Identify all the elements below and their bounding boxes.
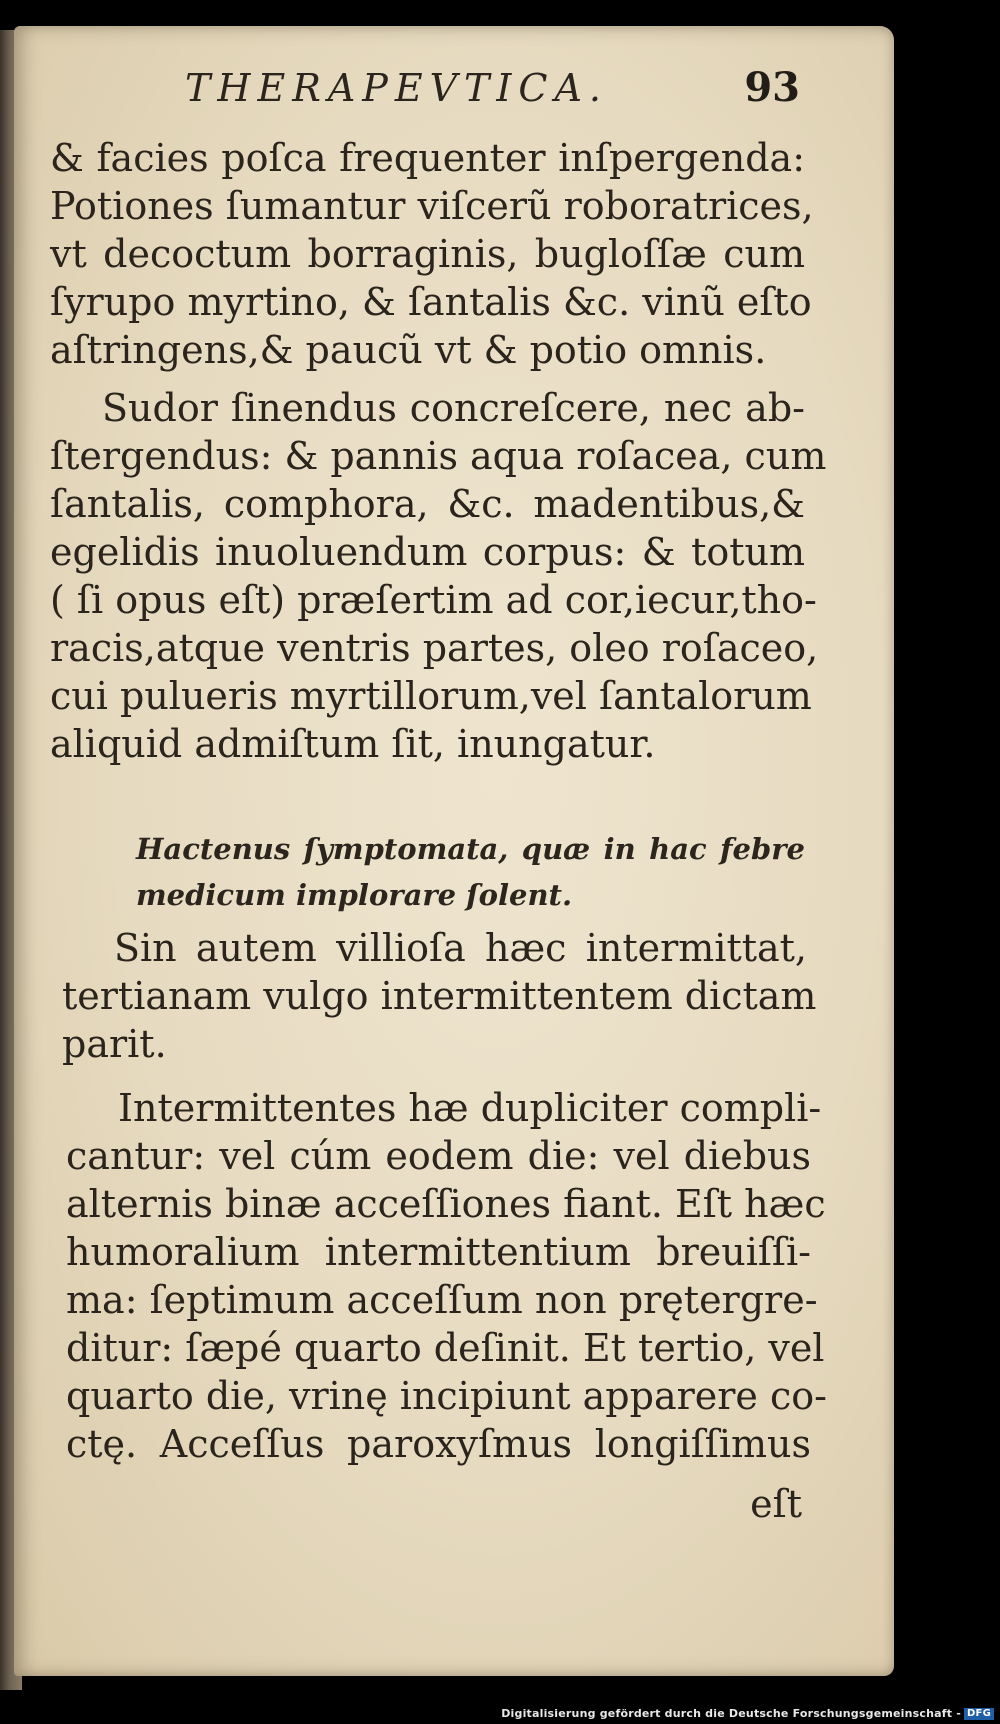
- text-line: tertianam vulgo intermittentem dictam: [62, 974, 817, 1018]
- text-line: ſtergendus: & pannis aqua roſacea, cum: [50, 434, 827, 478]
- credit-text: Digitalisierung gefördert durch die Deutsche Forschungsgemeinschaft -: [501, 1707, 962, 1720]
- text-line: Intermittentes hæ dupliciter compli-: [118, 1086, 822, 1130]
- book-page: [14, 26, 894, 1676]
- text-line: ſantalis, comphora, &c. madentibus,&: [50, 482, 805, 526]
- paragraph-3: [62, 924, 817, 1068]
- running-head: [50, 66, 810, 136]
- text-line: Sin autem villioſa hæc intermittat,: [114, 926, 807, 970]
- note-line: medicum implorare ſolent.: [136, 878, 573, 912]
- note-line: Hactenus ſymptomata, quæ in hac febre: [136, 832, 805, 866]
- paragraph-2: [50, 384, 827, 768]
- text-line: cui pulueris myrtillorum,vel ſantalorum: [50, 674, 812, 718]
- digitization-credit: [501, 1707, 994, 1720]
- text-line: Potiones ſumantur viſcerũ roboratrices,: [50, 184, 814, 228]
- italic-note: [50, 826, 805, 918]
- text-line: ctę. Acceſſus paroxyſmus longiſſimus: [66, 1422, 811, 1466]
- text-line: parit.: [62, 1022, 167, 1066]
- running-title: THERAPEVTICA.: [185, 66, 608, 110]
- page-content: [50, 64, 827, 1526]
- text-line: ( ſi opus eſt) præſertim ad cor,iecur,tho-: [50, 578, 817, 622]
- text-line: egelidis inuoluendum corpus: & totum: [50, 530, 805, 574]
- text-line: quarto die, vrinę incipiunt apparere co-: [66, 1374, 827, 1418]
- text-line: cantur: vel cúm eodem die: vel diebus: [66, 1134, 811, 1178]
- text-line: ditur: ſæpé quarto deſinit. Et tertio, vel: [66, 1326, 825, 1370]
- text-line: alternis binæ acceſſiones fiant. Eſt hæc: [66, 1182, 826, 1226]
- text-line: humoralium intermittentium breuiſſi-: [66, 1230, 811, 1274]
- paragraph-4: [66, 1084, 827, 1468]
- dfg-logo: DFG: [964, 1708, 994, 1720]
- paragraph-1: [50, 134, 814, 374]
- text-line: aliquid admiſtum ſit, inungatur.: [50, 722, 656, 766]
- text-line: ſyrupo myrtino, & ſantalis &c. vinũ eſto: [50, 280, 812, 324]
- text-line: & facies poſca frequenter inſpergenda:: [50, 136, 805, 180]
- text-line: racis,atque ventris partes, oleo roſaceo,: [50, 626, 819, 670]
- catchword: eſt: [750, 1482, 802, 1526]
- page-number: 93: [744, 64, 800, 111]
- text-line: ma: ſeptimum acceſſum non prętergre-: [66, 1278, 818, 1322]
- text-line: Sudor ſinendus concreſcere, nec ab-: [102, 386, 805, 430]
- text-line: aſtringens,& paucũ vt & potio omnis.: [50, 328, 767, 372]
- text-line: vt decoctum borraginis, bugloſſæ cum: [50, 232, 805, 276]
